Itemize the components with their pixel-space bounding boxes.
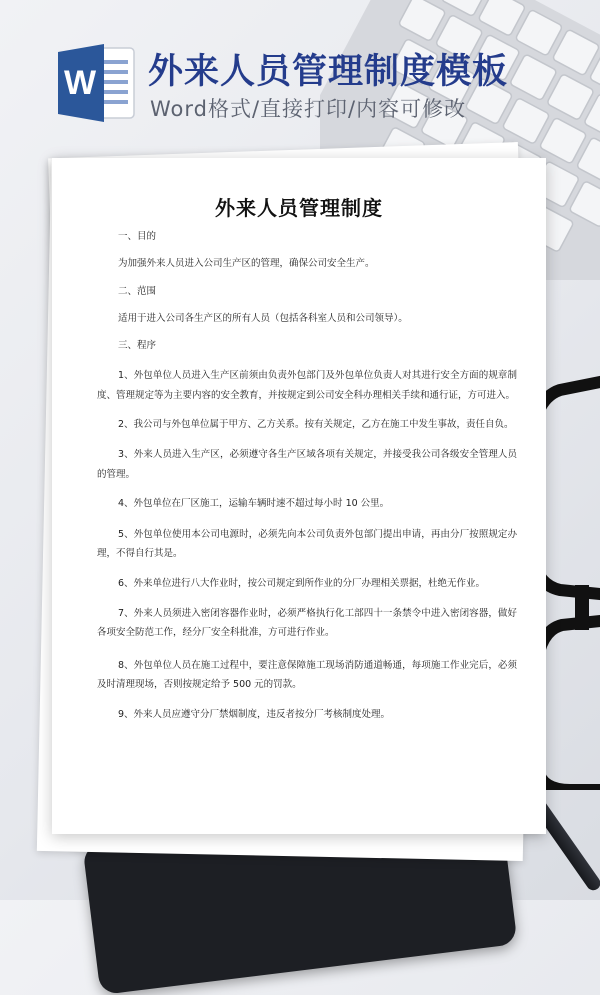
section-heading-scope: 二、范围 [118,285,157,297]
section-heading-procedure: 三、程序 [118,340,157,351]
procedure-item-6: 6、外来单位进行八大作业时，按公司规定到所作业的分厂办理相关票据，杜绝无作业。 [118,577,486,589]
procedure-item-7: 7、外来人员须进入密闭容器作业时，必须严格执行化工部四十一条禁令中进入密闭容器，做好各项安全防范工作，经分厂安全科批准，方可进行作业。 [97,607,517,639]
procedure-item-4: 4、外包单位在厂区施工，运输车辆时速不超过每小时 10 公里。 [118,498,390,510]
procedure-item-1: 1、外包单位人员进入生产区前须由负责外包部门及外包单位负责人对其进行安全方面的规章制度、管理规定等为主要内容的安全教育，并按规定到公司安全科办理相关手续和通行证，方可进入。 [97,370,517,401]
document-title: 外来人员管理制度 [215,196,383,220]
purpose-text: 为加强外来人员进入公司生产区的管理，确保公司安全生产。 [118,258,375,270]
procedure-item-2: 2、我公司与外包单位属于甲方、乙方关系。按有关规定，乙方在施工中发生事故，责任自负。 [118,419,514,431]
banner [0,0,600,140]
word-icon [58,42,138,124]
procedure-item-8: 8、外包单位人员在施工过程中，要注意保障施工现场消防通道畅通，每项施工作业完后，必须及时清理现场，否则按规定给予 500 元的罚款。 [97,659,517,691]
procedure-item-9: 9、外来人员应遵守分厂禁烟制度，违反者按分厂考核制度处理。 [118,708,391,720]
scope-text: 适用于进入公司各生产区的所有人员（包括各科室人员和公司领导）。 [118,312,408,324]
banner-title: 外来人员管理制度模板 [148,52,509,92]
document-body [97,230,517,735]
procedure-item-5: 5、外包单位使用本公司电源时，必须先向本公司负责外包部门提出申请，再由分厂按照规定办理，不得自行其是。 [97,528,517,560]
banner-subtitle: Word格式/直接打印/内容可修改 [150,97,467,121]
svg-text:W: W [63,64,97,102]
procedure-item-3: 3、外来人员进入生产区，必须遵守各生产区域各项有关规定，并接受我公司各级安全管理人员的管理。 [97,449,517,480]
document-page [52,158,546,834]
section-heading-purpose: 一、目的 [118,231,157,242]
